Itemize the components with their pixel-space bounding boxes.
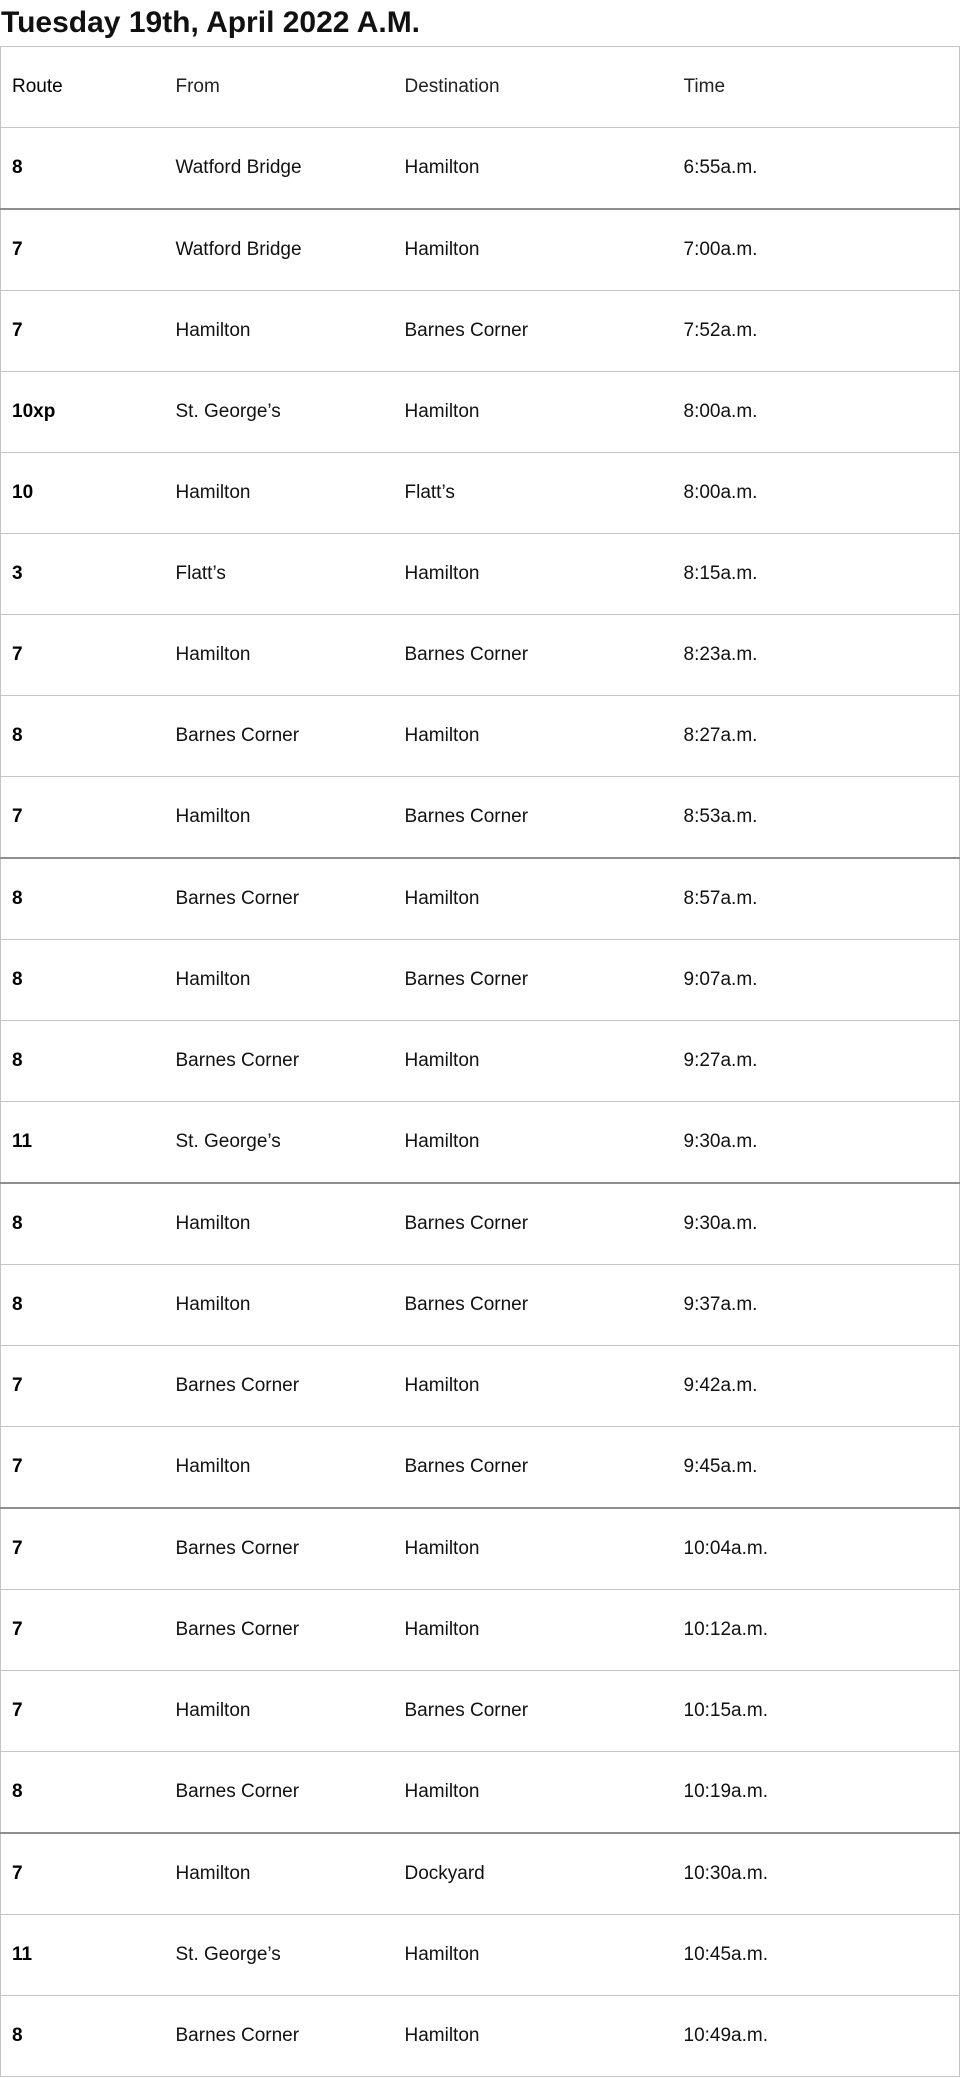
destination-cell: Hamilton: [394, 372, 673, 453]
table-row: [1, 1183, 960, 1265]
destination-cell: Hamilton: [394, 209, 673, 291]
table-row: [1, 128, 960, 210]
time-cell: 10:12a.m.: [673, 1590, 960, 1671]
table-row: [1, 1021, 960, 1102]
from-cell: Watford Bridge: [165, 209, 394, 291]
table-row: [1, 534, 960, 615]
route-cell: 7: [1, 615, 165, 696]
destination-cell: Hamilton: [394, 534, 673, 615]
time-cell: 10:30a.m.: [673, 1833, 960, 1915]
from-cell: Hamilton: [165, 1671, 394, 1752]
time-cell: 9:42a.m.: [673, 1346, 960, 1427]
time-cell: 10:19a.m.: [673, 1752, 960, 1834]
route-cell: 8: [1, 696, 165, 777]
route-cell: 7: [1, 777, 165, 859]
from-cell: Hamilton: [165, 940, 394, 1021]
table-row: [1, 209, 960, 291]
from-cell: Flatt’s: [165, 534, 394, 615]
time-cell: 8:27a.m.: [673, 696, 960, 777]
from-cell: Hamilton: [165, 1833, 394, 1915]
time-cell: 7:52a.m.: [673, 291, 960, 372]
route-cell: 8: [1, 1183, 165, 1265]
table-header-row: [1, 47, 960, 128]
time-cell: 9:07a.m.: [673, 940, 960, 1021]
from-cell: Barnes Corner: [165, 1021, 394, 1102]
from-cell: Hamilton: [165, 1265, 394, 1346]
route-cell: 7: [1, 209, 165, 291]
destination-cell: Barnes Corner: [394, 615, 673, 696]
from-cell: St. George’s: [165, 1915, 394, 1996]
column-header-from: From: [165, 47, 394, 128]
route-cell: 8: [1, 128, 165, 210]
column-header-time: Time: [673, 47, 960, 128]
route-cell: 7: [1, 291, 165, 372]
time-cell: 9:45a.m.: [673, 1427, 960, 1509]
from-cell: Barnes Corner: [165, 858, 394, 940]
time-cell: 7:00a.m.: [673, 209, 960, 291]
from-cell: Barnes Corner: [165, 1346, 394, 1427]
table-row: [1, 1427, 960, 1509]
route-cell: 7: [1, 1346, 165, 1427]
time-cell: 8:00a.m.: [673, 453, 960, 534]
destination-cell: Dockyard: [394, 1833, 673, 1915]
time-cell: 10:04a.m.: [673, 1508, 960, 1590]
time-cell: 8:23a.m.: [673, 615, 960, 696]
table-row: [1, 372, 960, 453]
table-row: [1, 1346, 960, 1427]
time-cell: 8:15a.m.: [673, 534, 960, 615]
column-header-route: Route: [1, 47, 165, 128]
table-row: [1, 1102, 960, 1184]
table-row: [1, 1996, 960, 2077]
destination-cell: Hamilton: [394, 1346, 673, 1427]
destination-cell: Hamilton: [394, 1102, 673, 1184]
bus-schedule-table: [0, 46, 960, 2077]
from-cell: Barnes Corner: [165, 1996, 394, 2077]
table-row: [1, 1265, 960, 1346]
destination-cell: Barnes Corner: [394, 291, 673, 372]
destination-cell: Hamilton: [394, 696, 673, 777]
route-cell: 8: [1, 858, 165, 940]
time-cell: 8:57a.m.: [673, 858, 960, 940]
from-cell: Barnes Corner: [165, 1508, 394, 1590]
route-cell: 11: [1, 1915, 165, 1996]
destination-cell: Hamilton: [394, 1752, 673, 1834]
route-cell: 3: [1, 534, 165, 615]
route-cell: 7: [1, 1590, 165, 1671]
table-row: [1, 1508, 960, 1590]
table-row: [1, 1752, 960, 1834]
table-row: [1, 1833, 960, 1915]
time-cell: 9:27a.m.: [673, 1021, 960, 1102]
from-cell: Hamilton: [165, 453, 394, 534]
time-cell: 9:37a.m.: [673, 1265, 960, 1346]
table-row: [1, 940, 960, 1021]
destination-cell: Hamilton: [394, 128, 673, 210]
table-row: [1, 291, 960, 372]
destination-cell: Hamilton: [394, 1915, 673, 1996]
table-row: [1, 858, 960, 940]
from-cell: Hamilton: [165, 777, 394, 859]
time-cell: 8:53a.m.: [673, 777, 960, 859]
destination-cell: Hamilton: [394, 1508, 673, 1590]
route-cell: 7: [1, 1508, 165, 1590]
route-cell: 7: [1, 1427, 165, 1509]
page-title: Tuesday 19th, April 2022 A.M.: [1, 6, 421, 39]
from-cell: Hamilton: [165, 1427, 394, 1509]
destination-cell: Barnes Corner: [394, 1671, 673, 1752]
table-row: [1, 453, 960, 534]
route-cell: 7: [1, 1833, 165, 1915]
time-cell: 8:00a.m.: [673, 372, 960, 453]
route-cell: 8: [1, 1752, 165, 1834]
time-cell: 10:15a.m.: [673, 1671, 960, 1752]
destination-cell: Barnes Corner: [394, 777, 673, 859]
from-cell: Hamilton: [165, 291, 394, 372]
time-cell: 9:30a.m.: [673, 1183, 960, 1265]
destination-cell: Hamilton: [394, 1590, 673, 1671]
route-cell: 10: [1, 453, 165, 534]
destination-cell: Barnes Corner: [394, 1265, 673, 1346]
route-cell: 8: [1, 940, 165, 1021]
destination-cell: Barnes Corner: [394, 1183, 673, 1265]
route-cell: 8: [1, 1996, 165, 2077]
time-cell: 9:30a.m.: [673, 1102, 960, 1184]
destination-cell: Flatt’s: [394, 453, 673, 534]
destination-cell: Barnes Corner: [394, 940, 673, 1021]
route-cell: 8: [1, 1021, 165, 1102]
destination-cell: Hamilton: [394, 858, 673, 940]
schedule-body: [1, 128, 960, 2077]
table-row: [1, 1671, 960, 1752]
from-cell: Hamilton: [165, 615, 394, 696]
time-cell: 10:49a.m.: [673, 1996, 960, 2077]
route-cell: 8: [1, 1265, 165, 1346]
time-cell: 6:55a.m.: [673, 128, 960, 210]
destination-cell: Barnes Corner: [394, 1427, 673, 1509]
table-row: [1, 1915, 960, 1996]
table-row: [1, 696, 960, 777]
destination-cell: Hamilton: [394, 1996, 673, 2077]
route-cell: 11: [1, 1102, 165, 1184]
from-cell: Hamilton: [165, 1183, 394, 1265]
route-cell: 7: [1, 1671, 165, 1752]
from-cell: St. George’s: [165, 1102, 394, 1184]
table-row: [1, 615, 960, 696]
destination-cell: Hamilton: [394, 1021, 673, 1102]
time-cell: 10:45a.m.: [673, 1915, 960, 1996]
from-cell: Watford Bridge: [165, 128, 394, 210]
from-cell: Barnes Corner: [165, 696, 394, 777]
table-row: [1, 1590, 960, 1671]
table-row: [1, 777, 960, 859]
from-cell: Barnes Corner: [165, 1590, 394, 1671]
route-cell: 10xp: [1, 372, 165, 453]
from-cell: Barnes Corner: [165, 1752, 394, 1834]
from-cell: St. George’s: [165, 372, 394, 453]
column-header-destination: Destination: [394, 47, 673, 128]
